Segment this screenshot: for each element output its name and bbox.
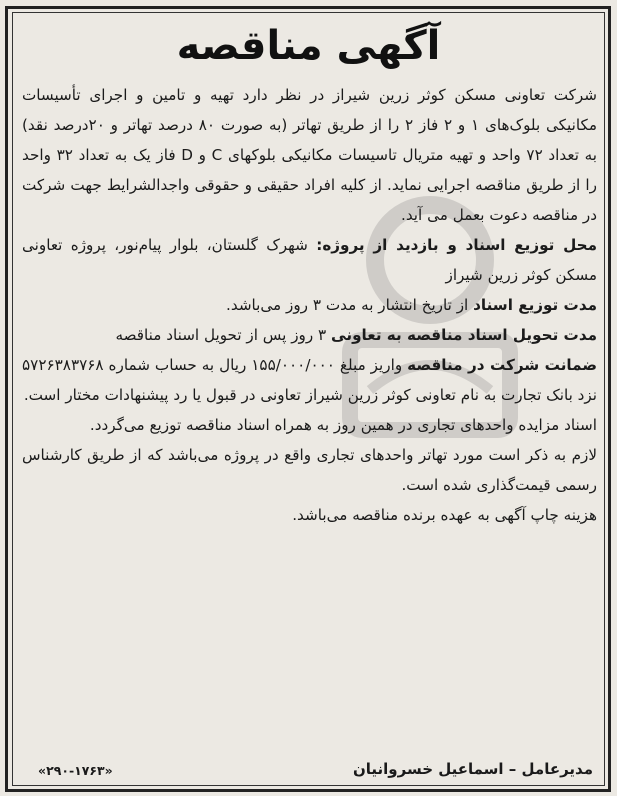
distribution-label: مدت توزیع اسناد xyxy=(473,296,597,314)
delivery-text: ۳ روز پس از تحویل اسناد مناقصه xyxy=(115,326,327,344)
distribution-paragraph xyxy=(22,290,597,320)
intro-paragraph: شرکت تعاونی مسکن کوثر زرین شیراز در نظر دارد تهیه و تامین و اجرای تأسیسات مکانیکی بلوک‌های ۱ و ۲ فاز ۲ را از طریق تهاتر (به صورت ۸۰ درصد تهاتر و ۲۰درصد نقد) به تعداد ۷۲ واحد و تهیه متریال تاسیسات مکانیکی بلوکهای C و D فاز یک به تعداد ۳۲ واحد را از طریق مناقصه اجرایی نماید. از کلیه افراد حقیقی و حقوقی واجدالشرایط جهت شرکت در مناقصه دعوت بعمل می آید. xyxy=(22,86,597,224)
location-label: محل توزیع اسناد و بازدید از پروژه: xyxy=(316,236,597,254)
notice-title: آگهی مناقصه xyxy=(176,23,441,69)
guarantee-paragraph xyxy=(22,350,597,410)
signature: مدیرعامل – اسماعیل خسروانیان xyxy=(352,760,593,778)
note-paragraph: لازم به ذکر است مورد تهاتر واحدهای تجاری واقع در پروژه می‌باشد که از طریق کارشناس رسمی قیمت‌گذاری شده است. xyxy=(22,446,597,494)
distribution-text: از تاریخ انتشار به مدت ۳ روز می‌باشد. xyxy=(226,296,469,314)
location-text: شهرک گلستان، بلوار پیام‌نور، پروژه تعاونی مسکن کوثر زرین شیراز xyxy=(22,236,597,284)
ad-code: «۲۹۰-۱۷۶۳» xyxy=(38,763,113,778)
guarantee-label: ضمانت شرکت در مناقصه xyxy=(407,356,597,374)
cost-paragraph: هزینه چاپ آگهی به عهده برنده مناقصه می‌باشد. xyxy=(292,506,597,524)
delivery-paragraph xyxy=(22,320,597,350)
auction-paragraph: اسناد مزایده واحدهای تجاری در همین روز به همراه اسناد مناقصه توزیع می‌گردد. xyxy=(89,416,597,434)
delivery-label: مدت تحویل اسناد مناقصه به تعاونی xyxy=(331,326,597,344)
location-paragraph xyxy=(22,230,597,290)
guarantee-text: واریز مبلغ ۱۵۵/۰۰۰/۰۰۰ ریال به حساب شماره ۵۷۲۶۳۸۳۷۶۸ نزد بانک تجارت به نام تعاونی کوثر زرین شیراز تعاونی در قبول یا رد پیشنهادات مختار است. xyxy=(22,356,597,404)
notice-body xyxy=(22,80,597,530)
